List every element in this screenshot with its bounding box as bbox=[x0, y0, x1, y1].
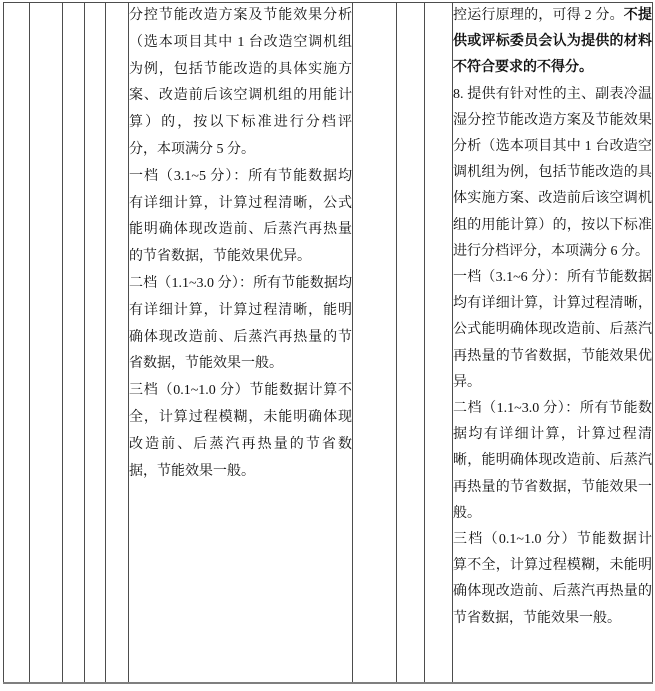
table-row bbox=[4, 3, 653, 684]
empty-cell-5 bbox=[106, 3, 129, 684]
right-criteria-paragraph-3: 一档（3.1~6 分）：所有节能数据均有详细计算，计算过程清晰，公式能明确体现改造前、后蒸汽再热量的节省数据，节能效果优异。 bbox=[453, 270, 652, 390]
right-paragraph-1-bold: 不提供或评标委员会认为提供的材料不符合要求的不得分。 bbox=[453, 8, 653, 76]
right-criteria-cell bbox=[453, 3, 653, 684]
empty-cell-2 bbox=[30, 3, 63, 684]
left-criteria-paragraph-3: 二档（1.1~3.0 分）：所有节能数据均有详细计算，计算过程清晰，能明确体现改造前、后蒸汽再热量的节省数据，节能效果一般。 bbox=[129, 275, 352, 372]
left-criteria-paragraph-1: 分控节能改造方案及节能效果分析（选本项目其中 1 台改造空调机组为例，包括节能改造的具体实施方案、改造前后该空调机组的用能计算）的，按以下标准进行分档评分，本项满分 5 分。 bbox=[129, 8, 352, 157]
empty-cell-4 bbox=[85, 3, 106, 684]
empty-cell-1 bbox=[4, 3, 30, 684]
empty-cell-8 bbox=[425, 3, 453, 684]
left-criteria-paragraph-2: 一档（3.1~5 分）：所有节能数据均有详细计算，计算过程清晰，公式能明确体现改造前、后蒸汽再热量的节省数据，节能效果优异。 bbox=[129, 168, 352, 265]
right-paragraph-1-regular: 控运行原理的，可得 2 分。 bbox=[453, 8, 624, 23]
empty-cell-7 bbox=[397, 3, 425, 684]
right-criteria-paragraph-5: 三档（0.1~1.0 分）节能数据计算不全，计算过程模糊，未能明确体现改造前、后蒸汽再热量的节省数据，节能效果一般。 bbox=[453, 532, 652, 626]
empty-cell-6 bbox=[353, 3, 397, 684]
left-criteria-paragraph-4: 三档（0.1~1.0 分）节能数据计算不全，计算过程模糊，未能明确体现改造前、后蒸汽再热量的节省数据，节能效果一般。 bbox=[129, 383, 352, 479]
left-criteria-cell bbox=[129, 3, 353, 684]
right-criteria-paragraph-1 bbox=[453, 3, 652, 82]
right-criteria-paragraph-2: 8. 提供有针对性的主、副表冷温湿分控节能改造方案及节能效果分析（选本项目其中 1 台改造空调机组为例，包括节能改造的具体实施方案、改造前后该空调机组的用能计算）的，按以下标准进行分档评分，本项满分 6 分。 bbox=[453, 86, 652, 259]
right-criteria-paragraph-4: 二档（1.1~3.0 分）：所有节能数据均有详细计算，计算过程清晰，能明确体现改造前、后蒸汽再热量的节省数据，节能效果一般。 bbox=[453, 401, 652, 521]
evaluation-criteria-table bbox=[3, 2, 653, 684]
empty-cell-3 bbox=[63, 3, 85, 684]
